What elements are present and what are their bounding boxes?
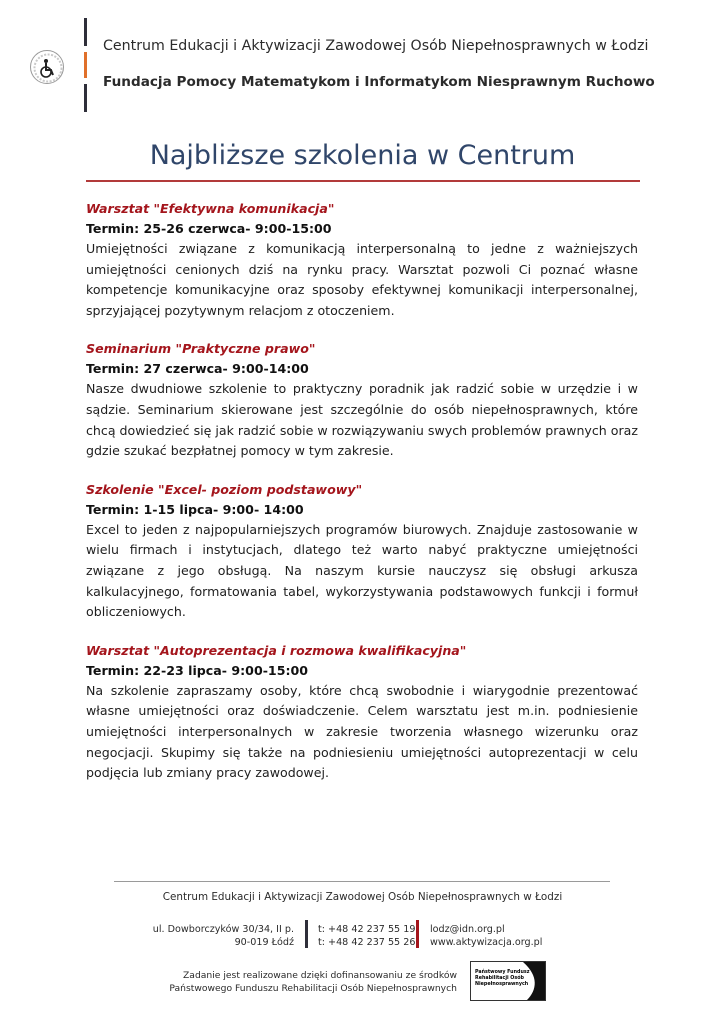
pfron-line3: Niepełnosprawnych bbox=[475, 982, 529, 987]
event-description: Umiejętności związane z komunikacją interpersonalną to jedne z ważniejszych umiejętności cenionych dziś na rynku pracy. Warsztat pozwoli Ci poznać własne kompetencje komunikacyjne oraz sposoby efektywnej komunikacji interpersonalnej, sprzyjającej pozytywnym relacjom z otoczeniem. bbox=[86, 241, 638, 318]
event-term: Termin: 1-15 lipca- 9:00- 14:00 bbox=[86, 501, 304, 517]
page-title: Najbliższe szkolenia w Centrum bbox=[149, 140, 576, 171]
footer-bar-dark bbox=[305, 920, 308, 948]
footer-divider bbox=[114, 881, 610, 882]
footer-phone2: t: +48 42 237 55 26 bbox=[318, 937, 416, 948]
event-title: Seminarium "Praktyczne prawo" bbox=[86, 341, 316, 357]
event-title: Szkolenie "Excel- poziom podstawowy" bbox=[86, 481, 363, 497]
header-bar-orange bbox=[84, 52, 87, 78]
footer-funding-line1: Zadanie jest realizowane dzięki dofinansowaniu ze środków bbox=[183, 970, 457, 981]
event-description: Excel to jeden z najpopularniejszych programów biurowych. Znajduje zastosowanie w wielu firmach i instytucjach, dlatego też warto nabyć praktyczne umiejętności związane z jego obsługą. Na naszym kursie nauczysz się obsługi arkusza kalkulacyjnego, formatowania tabel, wykorzystywania podstawowych funkcji i formuł obliczeniowych. bbox=[86, 521, 638, 620]
event-description: Na szkolenie zapraszamy osoby, które chcą swobodnie i wiarygodnie prezentować własne umiejętności oraz doświadczenie. Celem warsztatu jest m.in. podniesienie umiejętności interpersonalnych w zakresie tworzenia własnego wizerunku oraz negocjacji. Skupimy się także na podniesieniu umiejętności autoprezentacji w celu podjęcia lub zmiany pracy zawodowej. bbox=[86, 682, 638, 781]
footer-org-name: Centrum Edukacji i Aktywizacji Zawodowej Osób Niepełnosprawnych w Łodzi bbox=[162, 891, 563, 903]
pfron-line2: Rehabilitacji Osób bbox=[475, 976, 524, 981]
footer-address-line1: ul. Dowborczyków 30/34, II p. bbox=[152, 924, 294, 935]
footer-funding-note bbox=[169, 969, 457, 995]
event-item bbox=[86, 339, 638, 461]
footer-address-line2: 90-019 Łódź bbox=[234, 937, 294, 948]
footer-phone1: t: +48 42 237 55 19 bbox=[318, 924, 416, 935]
event-title: Warsztat "Efektywna komunikacja" bbox=[86, 201, 335, 216]
event-term: Termin: 25-26 czerwca- 9:00-15:00 bbox=[86, 221, 332, 236]
events-list bbox=[86, 199, 638, 802]
pfron-emblem-icon bbox=[513, 962, 545, 1000]
footer-address bbox=[153, 923, 294, 949]
header-org-name: Centrum Edukacji i Aktywizacji Zawodowej Osób Niepełnosprawnych w Łodzi bbox=[103, 38, 649, 54]
event-term: Termin: 27 czerwca- 9:00-14:00 bbox=[86, 361, 309, 377]
header-bar-dark bbox=[84, 18, 87, 46]
title-underline bbox=[86, 180, 640, 182]
footer-website[interactable]: www.aktywizacja.org.pl bbox=[430, 937, 543, 948]
event-item bbox=[86, 641, 638, 784]
header-bar-dark-bottom bbox=[84, 84, 87, 112]
footer-bar-red bbox=[416, 920, 419, 948]
pfron-line1: Państwowy Fundusz bbox=[475, 970, 530, 975]
wheelchair-logo-icon bbox=[30, 50, 64, 84]
footer-contact bbox=[430, 923, 542, 949]
event-item bbox=[86, 199, 638, 321]
footer-email[interactable]: lodz@idn.org.pl bbox=[430, 924, 505, 935]
event-item bbox=[86, 480, 638, 623]
pfron-logo bbox=[470, 961, 546, 1001]
event-term: Termin: 22-23 lipca- 9:00-15:00 bbox=[86, 662, 309, 678]
footer-funding-line2: Państwowego Funduszu Rehabilitacji Osób Niepełnosprawnych bbox=[169, 983, 457, 994]
event-title: Warsztat "Autoprezentacja i rozmowa kwalifikacyjna" bbox=[86, 642, 467, 658]
footer-phones bbox=[318, 923, 415, 949]
event-description: Nasze dwudniowe szkolenie to praktyczny poradnik jak radzić sobie w urzędzie i w sądzie. Seminarium skierowane jest szczególnie do osób niepełnosprawnych, które chcą dowiedzieć się jak radzić sobie w rozwiązywaniu swych problemów prawnych oraz gdzie szukać bezpłatnej pomocy w tym zakresie. bbox=[86, 381, 639, 459]
header-foundation-name: Fundacja Pomocy Matematykom i Informatykom Niesprawnym Ruchowo bbox=[103, 74, 655, 90]
